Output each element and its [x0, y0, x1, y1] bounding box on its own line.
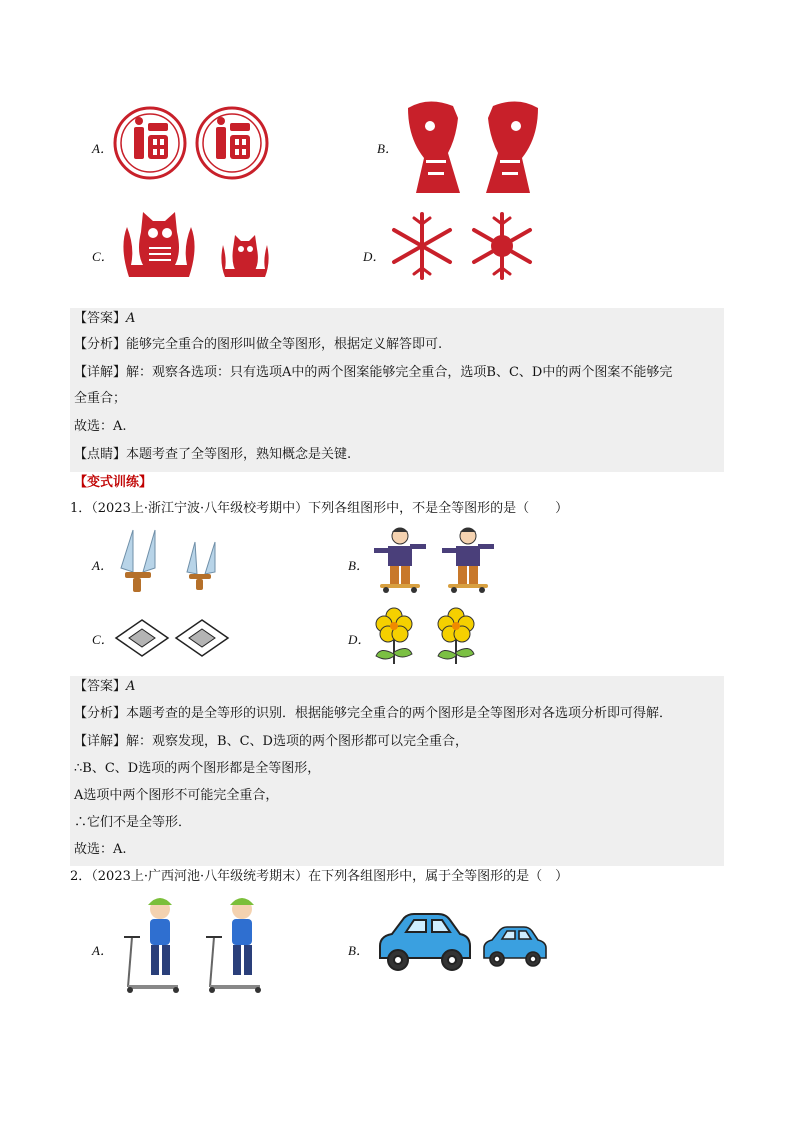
- answer-value: A: [126, 311, 136, 326]
- q0-analysis-line: [74, 336, 442, 354]
- diamonds-pair-image: [114, 618, 234, 658]
- q0-choice-line: 故选：A.: [74, 419, 127, 434]
- section-title: 【变式训练】: [74, 475, 153, 490]
- comment-text: 本题考查了全等图形，熟知概念是关键.: [126, 447, 352, 462]
- answer-value: A: [126, 679, 136, 694]
- q1-detail-line-4: ∴它们不是全等形．: [74, 815, 192, 830]
- q0-option-c-label: C．: [92, 249, 114, 264]
- analysis-text: 能够完全重合的图形叫做全等图形，根据定义解答即可.: [126, 337, 443, 352]
- q0-answer-line: [74, 310, 135, 328]
- comment-label: 【点睛】: [74, 447, 127, 462]
- opera-papercut-pair-image: [398, 98, 548, 194]
- detail-text: 解：观察各选项：只有选项A中的两个图案能够完全重合，选项B、C、D中的两个图案不能够完: [126, 365, 673, 380]
- q2-option-a-label: A．: [92, 943, 113, 958]
- q0-option-a-label: A．: [92, 141, 113, 156]
- q0-detail-line-1: [74, 364, 672, 382]
- detail-label: 【详解】: [74, 365, 127, 380]
- q1-detail-line-1: [74, 733, 468, 751]
- q2-stem: 2．（2023上·广西河池·八年级统考期末）在下列各组图形中，属于全等图形的是（ ）: [70, 869, 569, 884]
- answer-label: 【答案】: [74, 311, 127, 326]
- q1-analysis-line: [74, 705, 672, 723]
- detail-text: 解：观察发现，B、C、D选项的两个图形都可以完全重合，: [126, 734, 468, 749]
- fu-papercut-pair-image: [112, 105, 272, 185]
- q0-option-b-label: B．: [377, 141, 398, 156]
- snowflake-papercut-pair-image: [386, 212, 546, 280]
- q1-option-c-label: C．: [92, 632, 114, 647]
- q1-detail-line-3: A选项中两个图形不可能完全重合，: [74, 788, 279, 803]
- q0-comment-line: [74, 446, 351, 464]
- q1-detail-line-2: ∴B、C、D选项的两个图形都是全等图形，: [74, 761, 321, 776]
- detail-label: 【详解】: [74, 734, 127, 749]
- scooter-kids-pair-image: [118, 895, 263, 995]
- analysis-label: 【分析】: [74, 706, 127, 721]
- swords-pair-image: [113, 528, 243, 598]
- answer-label: 【答案】: [74, 679, 127, 694]
- analysis-text: 本题考查的是全等形的识别．根据能够完全重合的两个图形是全等图形对各选项分析即可得解．: [126, 706, 673, 721]
- q1-answer-line: [74, 678, 135, 696]
- q1-option-d-label: D．: [348, 632, 371, 647]
- q1-stem: 1．（2023上·浙江宁波·八年级校考期中）下列各组图形中，不是全等图形的是（ ）: [70, 501, 569, 516]
- q0-detail-line-2: 全重合；: [74, 391, 127, 406]
- q1-option-b-label: B．: [348, 558, 369, 573]
- owl-papercut-pair-image: [113, 207, 283, 287]
- q2-option-b-label: B．: [348, 943, 369, 958]
- q1-option-a-label: A．: [92, 558, 113, 573]
- cars-pair-image: [376, 912, 556, 976]
- flowers-pair-image: [372, 608, 492, 668]
- q1-choice-line: 故选：A.: [74, 842, 127, 857]
- analysis-label: 【分析】: [74, 337, 127, 352]
- q0-option-d-label: D．: [363, 249, 386, 264]
- skateboarders-pair-image: [370, 526, 500, 596]
